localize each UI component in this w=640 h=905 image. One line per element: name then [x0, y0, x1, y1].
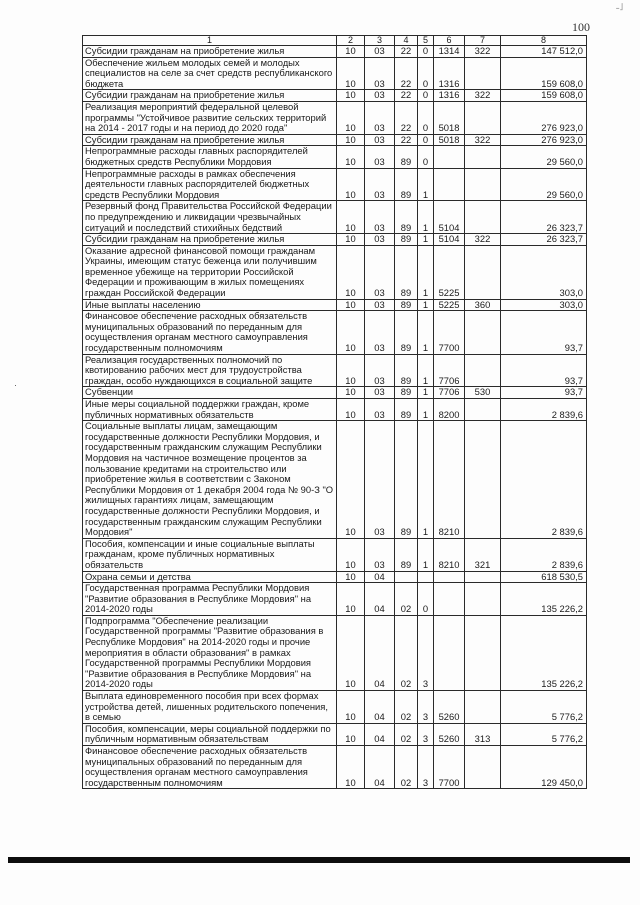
direction-code-cell: 5104 — [434, 234, 465, 246]
program-code-cell: 02 — [395, 723, 418, 745]
subsection-code-cell: 03 — [365, 387, 395, 399]
amount-cell: 2 839,6 — [501, 421, 587, 539]
subprogram-code-cell: 1 — [418, 168, 434, 201]
subprogram-code-cell: 0 — [418, 583, 434, 616]
amount-cell: 159 608,0 — [501, 57, 587, 90]
direction-code-cell: 5225 — [434, 299, 465, 311]
amount-cell: 5 776,2 — [501, 723, 587, 745]
section-code-cell: 10 — [337, 168, 365, 201]
subsection-code-cell: 03 — [365, 299, 395, 311]
amount-cell: 93,7 — [501, 311, 587, 354]
expense-type-cell — [465, 615, 501, 690]
amount-cell: 135 226,2 — [501, 583, 587, 616]
section-code-cell: 10 — [337, 399, 365, 421]
table-row — [83, 421, 587, 539]
corner-mark: ˗˩ — [616, 2, 624, 13]
header-cell: 3 — [365, 36, 395, 46]
subprogram-code-cell: 3 — [418, 723, 434, 745]
expense-type-cell: 360 — [465, 299, 501, 311]
table-row — [83, 311, 587, 354]
row-name-cell: Обеспечение жильем молодых семей и молодых специалистов на селе за счет средств республиканского бюджета — [83, 57, 337, 90]
table-row — [83, 691, 587, 724]
subsection-code-cell: 03 — [365, 90, 395, 102]
section-code-cell: 10 — [337, 57, 365, 90]
row-name-cell: Субвенции — [83, 387, 337, 399]
table-row — [83, 746, 587, 789]
header-cell: 4 — [395, 36, 418, 46]
program-code-cell: 22 — [395, 57, 418, 90]
expense-type-cell — [465, 311, 501, 354]
row-name-cell: Охрана семьи и детства — [83, 571, 337, 583]
amount-cell: 147 512,0 — [501, 46, 587, 58]
direction-code-cell — [434, 583, 465, 616]
expense-type-cell — [465, 746, 501, 789]
row-name-cell: Субсидии гражданам на приобретение жилья — [83, 90, 337, 102]
table-row — [83, 571, 587, 583]
amount-cell: 2 839,6 — [501, 538, 587, 571]
direction-code-cell: 8200 — [434, 399, 465, 421]
table-body — [83, 36, 587, 789]
direction-code-cell: 7700 — [434, 311, 465, 354]
subprogram-code-cell: 1 — [418, 234, 434, 246]
subsection-code-cell: 03 — [365, 234, 395, 246]
section-code-cell: 10 — [337, 538, 365, 571]
program-code-cell: 02 — [395, 615, 418, 690]
subsection-code-cell: 03 — [365, 311, 395, 354]
expense-type-cell — [465, 354, 501, 387]
program-code-cell: 02 — [395, 583, 418, 616]
amount-cell: 276 923,0 — [501, 101, 587, 134]
header-cell: 8 — [501, 36, 587, 46]
table-row — [83, 101, 587, 134]
subsection-code-cell: 04 — [365, 723, 395, 745]
subprogram-code-cell: 1 — [418, 354, 434, 387]
subprogram-code-cell: 1 — [418, 311, 434, 354]
amount-cell: 5 776,2 — [501, 691, 587, 724]
program-code-cell: 89 — [395, 234, 418, 246]
subsection-code-cell: 04 — [365, 746, 395, 789]
table-row — [83, 723, 587, 745]
row-name-cell: Пособия, компенсации, меры социальной поддержки по публичным нормативным обязательствам — [83, 723, 337, 745]
subsection-code-cell: 03 — [365, 168, 395, 201]
table-row — [83, 399, 587, 421]
subprogram-code-cell: 0 — [418, 90, 434, 102]
program-code-cell: 89 — [395, 399, 418, 421]
table-row — [83, 387, 587, 399]
direction-code-cell — [434, 146, 465, 168]
subsection-code-cell: 03 — [365, 134, 395, 146]
section-code-cell: 10 — [337, 571, 365, 583]
table-row — [83, 57, 587, 90]
table-row — [83, 46, 587, 58]
program-code-cell: 89 — [395, 146, 418, 168]
row-name-cell: Субсидии гражданам на приобретение жилья — [83, 46, 337, 58]
header-cell: 5 — [418, 36, 434, 46]
amount-cell: 2 839,6 — [501, 399, 587, 421]
direction-code-cell — [434, 571, 465, 583]
amount-cell: 129 450,0 — [501, 746, 587, 789]
amount-cell: 276 923,0 — [501, 134, 587, 146]
row-name-cell: Субсидии гражданам на приобретение жилья — [83, 134, 337, 146]
subsection-code-cell: 03 — [365, 201, 395, 234]
section-code-cell: 10 — [337, 101, 365, 134]
subprogram-code-cell: 1 — [418, 201, 434, 234]
expense-type-cell — [465, 146, 501, 168]
direction-code-cell: 5260 — [434, 691, 465, 724]
section-code-cell: 10 — [337, 134, 365, 146]
table-row — [83, 201, 587, 234]
expense-type-cell: 321 — [465, 538, 501, 571]
subsection-code-cell: 04 — [365, 583, 395, 616]
program-code-cell: 89 — [395, 421, 418, 539]
section-code-cell: 10 — [337, 421, 365, 539]
expense-type-cell — [465, 201, 501, 234]
section-code-cell: 10 — [337, 311, 365, 354]
program-code-cell: 89 — [395, 245, 418, 299]
row-name-cell: Реализация мероприятий федеральной целевой программы "Устойчивое развитие сельских территорий на 2014 - 2017 годы и на период до 2020 года" — [83, 101, 337, 134]
program-code-cell: 02 — [395, 746, 418, 789]
direction-code-cell — [434, 615, 465, 690]
budget-expenditure-table — [82, 35, 587, 789]
subprogram-code-cell: 3 — [418, 615, 434, 690]
direction-code-cell: 5104 — [434, 201, 465, 234]
amount-cell: 26 323,7 — [501, 201, 587, 234]
direction-code-cell: 8210 — [434, 538, 465, 571]
subprogram-code-cell: 0 — [418, 101, 434, 134]
section-code-cell: 10 — [337, 354, 365, 387]
direction-code-cell: 5225 — [434, 245, 465, 299]
expense-type-cell — [465, 399, 501, 421]
row-name-cell: Иные выплаты населению — [83, 299, 337, 311]
subsection-code-cell: 03 — [365, 538, 395, 571]
direction-code-cell: 7706 — [434, 354, 465, 387]
subsection-code-cell: 04 — [365, 571, 395, 583]
amount-cell: 303,0 — [501, 299, 587, 311]
subsection-code-cell: 03 — [365, 421, 395, 539]
expense-type-cell: 322 — [465, 46, 501, 58]
subsection-code-cell: 03 — [365, 57, 395, 90]
row-name-cell: Выплата единовременного пособия при всех формах устройства детей, лишенных родительского попечения, в семью — [83, 691, 337, 724]
expense-type-cell — [465, 101, 501, 134]
subsection-code-cell: 03 — [365, 101, 395, 134]
program-code-cell: 89 — [395, 354, 418, 387]
amount-cell: 93,7 — [501, 354, 587, 387]
table-row — [83, 583, 587, 616]
scan-artifact — [15, 385, 16, 386]
subsection-code-cell: 03 — [365, 146, 395, 168]
subprogram-code-cell: 3 — [418, 746, 434, 789]
expense-type-cell — [465, 583, 501, 616]
direction-code-cell: 7706 — [434, 387, 465, 399]
section-code-cell: 10 — [337, 46, 365, 58]
header-row — [83, 36, 587, 46]
row-name-cell: Финансовое обеспечение расходных обязательств муниципальных образований по переданным для осуществления органам местного самоуправления государственным полномочиям — [83, 746, 337, 789]
subprogram-code-cell — [418, 571, 434, 583]
program-code-cell: 89 — [395, 299, 418, 311]
expense-type-cell: 322 — [465, 90, 501, 102]
subprogram-code-cell: 1 — [418, 245, 434, 299]
section-code-cell: 10 — [337, 583, 365, 616]
section-code-cell: 10 — [337, 90, 365, 102]
header-cell: 7 — [465, 36, 501, 46]
direction-code-cell: 1316 — [434, 57, 465, 90]
table-row — [83, 168, 587, 201]
amount-cell: 29 560,0 — [501, 168, 587, 201]
expense-type-cell — [465, 571, 501, 583]
program-code-cell: 89 — [395, 311, 418, 354]
section-code-cell: 10 — [337, 201, 365, 234]
section-code-cell: 10 — [337, 387, 365, 399]
page-number: 100 — [572, 20, 590, 34]
program-code-cell — [395, 571, 418, 583]
section-code-cell: 10 — [337, 691, 365, 724]
amount-cell: 29 560,0 — [501, 146, 587, 168]
table-row — [83, 299, 587, 311]
row-name-cell: Пособия, компенсации и иные социальные выплаты гражданам, кроме публичных нормативных обязательств — [83, 538, 337, 571]
row-name-cell: Реализация государственных полномочий по квотированию рабочих мест для трудоустройства граждан, особо нуждающихся в социальной защите — [83, 354, 337, 387]
subsection-code-cell: 03 — [365, 399, 395, 421]
expense-type-cell — [465, 691, 501, 724]
direction-code-cell — [434, 168, 465, 201]
program-code-cell: 89 — [395, 538, 418, 571]
subprogram-code-cell: 0 — [418, 146, 434, 168]
header-cell: 6 — [434, 36, 465, 46]
row-name-cell: Оказание адресной финансовой помощи гражданам Украины, имеющим статус беженца или получившим временное убежище на территории Российской Федерации и проживающим в жилых помещениях граждан Российской Федерации — [83, 245, 337, 299]
expense-type-cell: 322 — [465, 134, 501, 146]
program-code-cell: 89 — [395, 201, 418, 234]
row-name-cell: Субсидии гражданам на приобретение жилья — [83, 234, 337, 246]
expense-type-cell — [465, 421, 501, 539]
program-code-cell: 89 — [395, 387, 418, 399]
header-cell: 1 — [83, 36, 337, 46]
subsection-code-cell: 04 — [365, 691, 395, 724]
subprogram-code-cell: 0 — [418, 57, 434, 90]
table-row — [83, 134, 587, 146]
direction-code-cell: 5260 — [434, 723, 465, 745]
table-row — [83, 538, 587, 571]
row-name-cell: Непрограммные расходы в рамках обеспечения деятельности главных распорядителей бюджетных средств Республики Мордовия — [83, 168, 337, 201]
subsection-code-cell: 03 — [365, 46, 395, 58]
subprogram-code-cell: 3 — [418, 691, 434, 724]
amount-cell: 93,7 — [501, 387, 587, 399]
amount-cell: 159 608,0 — [501, 90, 587, 102]
section-code-cell: 10 — [337, 245, 365, 299]
direction-code-cell: 8210 — [434, 421, 465, 539]
row-name-cell: Непрограммные расходы главных распорядителей бюджетных средств Республики Мордовия — [83, 146, 337, 168]
row-name-cell: Иные меры социальной поддержки граждан, кроме публичных нормативных обязательств — [83, 399, 337, 421]
amount-cell: 618 530,5 — [501, 571, 587, 583]
section-code-cell: 10 — [337, 615, 365, 690]
program-code-cell: 22 — [395, 46, 418, 58]
row-name-cell: Резервный фонд Правительства Российской Федерации по предупреждению и ликвидации чрезвычайных ситуаций и последствий стихийных бедствий — [83, 201, 337, 234]
expense-type-cell — [465, 168, 501, 201]
expense-type-cell: 313 — [465, 723, 501, 745]
program-code-cell: 22 — [395, 90, 418, 102]
subprogram-code-cell: 1 — [418, 299, 434, 311]
table-row — [83, 615, 587, 690]
amount-cell: 303,0 — [501, 245, 587, 299]
direction-code-cell: 5018 — [434, 101, 465, 134]
section-code-cell: 10 — [337, 299, 365, 311]
amount-cell: 135 226,2 — [501, 615, 587, 690]
expense-type-cell: 322 — [465, 234, 501, 246]
section-code-cell: 10 — [337, 723, 365, 745]
direction-code-cell: 7700 — [434, 746, 465, 789]
program-code-cell: 89 — [395, 168, 418, 201]
subprogram-code-cell: 1 — [418, 421, 434, 539]
program-code-cell: 22 — [395, 134, 418, 146]
direction-code-cell: 1316 — [434, 90, 465, 102]
scan-border-bar — [8, 857, 630, 863]
program-code-cell: 02 — [395, 691, 418, 724]
table-row — [83, 245, 587, 299]
section-code-cell: 10 — [337, 746, 365, 789]
subsection-code-cell: 04 — [365, 615, 395, 690]
subprogram-code-cell: 0 — [418, 134, 434, 146]
row-name-cell: Подпрограмма "Обеспечение реализации Государственной программы "Развитие образования в Республике Мордовия" на 2014-2020 годы и прочие мероприятия в области образования" в рамках Государственной программы Республики Мордовия "Развитие образования в Республике Мордовия" на 2014-2020 годы — [83, 615, 337, 690]
direction-code-cell: 1314 — [434, 46, 465, 58]
row-name-cell: Социальные выплаты лицам, замещающим государственные должности Республики Мордовия, и государственным гражданским служащим Республики Мордовия на частичное возмещение процентов за пользование кредитами на строительство или приобретение жилья в соответствии с Законом Республики Мордовия от 1 декабря 2004 года № 90-З "О жилищных гарантиях лицам, замещающим государственные должности Республики Мордовия, и государственным гражданским служащим Республики Мордовия" — [83, 421, 337, 539]
subprogram-code-cell: 1 — [418, 538, 434, 571]
expense-type-cell: 530 — [465, 387, 501, 399]
table-row — [83, 90, 587, 102]
header-cell: 2 — [337, 36, 365, 46]
expense-type-cell — [465, 57, 501, 90]
expense-type-cell — [465, 245, 501, 299]
section-code-cell: 10 — [337, 146, 365, 168]
section-code-cell: 10 — [337, 234, 365, 246]
direction-code-cell: 5018 — [434, 134, 465, 146]
subsection-code-cell: 03 — [365, 354, 395, 387]
table-row — [83, 354, 587, 387]
table-row — [83, 234, 587, 246]
subsection-code-cell: 03 — [365, 245, 395, 299]
row-name-cell: Финансовое обеспечение расходных обязательств муниципальных образований по переданным для осуществления органам местного самоуправления государственным полномочиям — [83, 311, 337, 354]
subprogram-code-cell: 0 — [418, 46, 434, 58]
subprogram-code-cell: 1 — [418, 399, 434, 421]
amount-cell: 26 323,7 — [501, 234, 587, 246]
row-name-cell: Государственная программа Республики Мордовия "Развитие образования в Республике Мордовия" на 2014-2020 годы — [83, 583, 337, 616]
program-code-cell: 22 — [395, 101, 418, 134]
table-row — [83, 146, 587, 168]
subprogram-code-cell: 1 — [418, 387, 434, 399]
